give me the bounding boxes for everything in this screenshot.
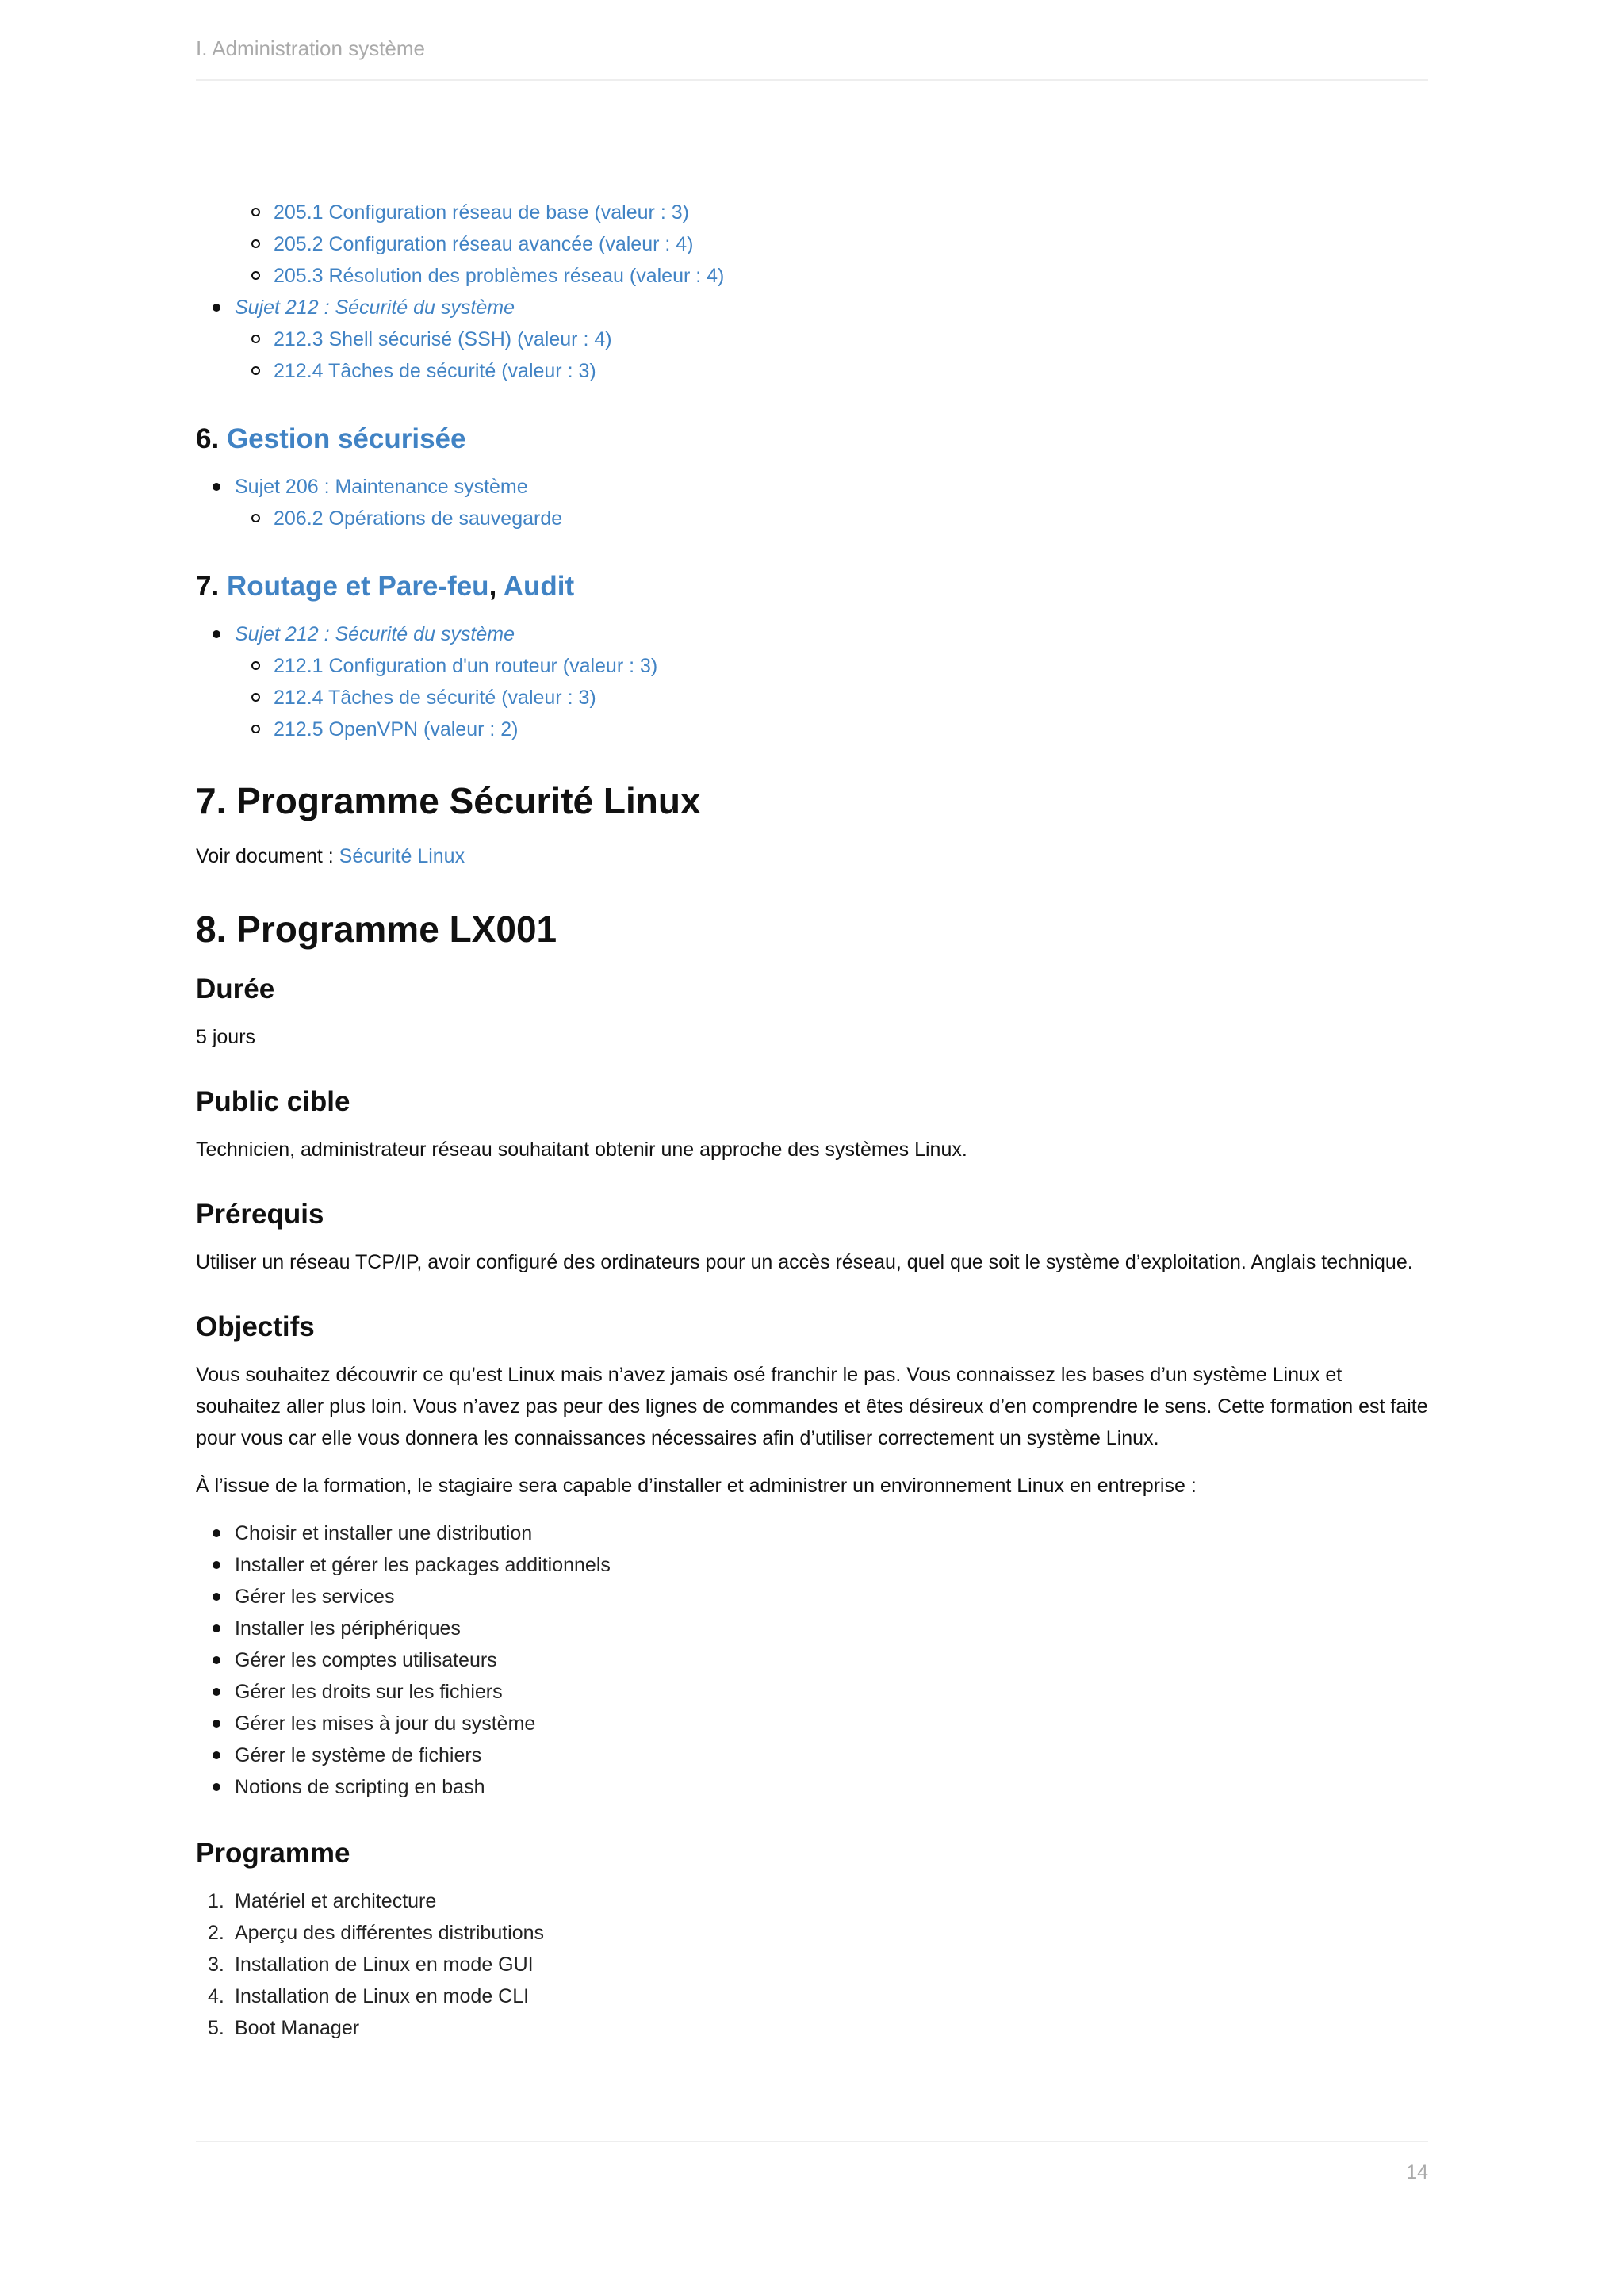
list-item	[196, 1980, 1428, 2012]
see-document-text: Voir document :	[196, 845, 339, 867]
toc-link[interactable]: 212.3 Shell sécurisé (SSH) (valeur : 4)	[274, 328, 612, 350]
section-6-list	[196, 471, 1428, 534]
item-number: 2.	[208, 1922, 224, 1944]
list-item[interactable]	[235, 714, 1428, 745]
prerequis-heading: Prérequis	[196, 1199, 324, 1230]
section-8-heading: 8. Programme LX001	[196, 909, 557, 950]
item-text: Boot Manager	[235, 2017, 360, 2039]
list-item: Gérer les droits sur les fichiers	[196, 1676, 1428, 1708]
section-number: 6.	[196, 423, 220, 454]
list-item	[196, 1949, 1428, 1980]
list-item[interactable]	[235, 197, 1428, 228]
list-item: Notions de scripting en bash	[196, 1771, 1428, 1803]
subject-list	[196, 292, 1428, 387]
page-content	[196, 197, 1428, 2044]
list-item[interactable]	[235, 503, 1428, 534]
list-item	[196, 1885, 1428, 1917]
list-item: Gérer le système de fichiers	[196, 1739, 1428, 1771]
toc-link[interactable]: 212.5 OpenVPN (valeur : 2)	[274, 718, 519, 740]
sublist	[235, 323, 1428, 387]
subject-link[interactable]: Sujet 206 : Maintenance système	[235, 476, 528, 498]
toc-link[interactable]: 205.2 Configuration réseau avancée (valeur : 4)	[274, 233, 694, 255]
list-item	[196, 1917, 1428, 1949]
toc-link[interactable]: 206.2 Opérations de sauvegarde	[274, 507, 563, 530]
objectifs-text: Vous souhaitez découvrir ce qu’est Linux mais n’avez jamais osé franchir le pas. Vous connaissez les bases d’un système Linux et souhaitez aller plus loin. Vous n’avez pas peur des lignes de commandes et êtes désireux d’en comprendre le sens. Cette formation est faite pour vous car elle vous donnera les connaissances nécessaires afin d’utiliser correctement un système Linux.	[196, 1364, 1428, 1449]
objectifs-heading: Objectifs	[196, 1311, 315, 1342]
item-text: Matériel et architecture	[235, 1890, 437, 1912]
section-6-heading	[196, 422, 1428, 457]
list-item: Gérer les mises à jour du système	[196, 1708, 1428, 1739]
section-7-heading	[196, 569, 1428, 604]
issue-text: À l’issue de la formation, le stagiaire sera capable d’installer et administrer un environnement Linux en entreprise :	[196, 1475, 1197, 1497]
list-item: Choisir et installer une distribution	[196, 1517, 1428, 1549]
section-title-link[interactable]: Audit	[503, 571, 575, 602]
item-number: 5.	[208, 2017, 224, 2039]
section-number: 7.	[196, 571, 220, 602]
subject-link[interactable]: Sujet 212 : Sécurité du système	[235, 297, 515, 319]
toc-link[interactable]: 205.3 Résolution des problèmes réseau (valeur : 4)	[274, 265, 725, 287]
header-divider	[196, 79, 1428, 81]
item-number: 3.	[208, 1954, 224, 1976]
list-item: Installer les périphériques	[196, 1613, 1428, 1644]
section-7-list	[196, 618, 1428, 745]
footer-divider	[196, 2141, 1428, 2142]
see-document-paragraph	[196, 840, 1428, 872]
list-item[interactable]	[235, 682, 1428, 714]
running-header: I. Administration système	[196, 36, 425, 60]
toc-link[interactable]: 212.4 Tâches de sécurité (valeur : 3)	[274, 360, 596, 382]
toc-link[interactable]: 205.1 Configuration réseau de base (valeur : 3)	[274, 201, 689, 224]
list-item[interactable]	[235, 355, 1428, 387]
item-text: Installation de Linux en mode CLI	[235, 1985, 530, 2007]
sublist	[235, 650, 1428, 745]
programme-heading: Programme	[196, 1838, 350, 1869]
list-item: Gérer les services	[196, 1581, 1428, 1613]
public-text: Technicien, administrateur réseau souhaitant obtenir une approche des systèmes Linux.	[196, 1138, 967, 1161]
toc-link[interactable]: 212.4 Tâches de sécurité (valeur : 3)	[274, 687, 596, 709]
section-title-link[interactable]: Routage et Pare-feu	[226, 571, 489, 602]
objectifs-list	[196, 1517, 1428, 1803]
toc-link[interactable]: 212.1 Configuration d'un routeur (valeur : 3)	[274, 655, 658, 677]
document-page	[196, 0, 1428, 2296]
section-title-link[interactable]: Gestion sécurisée	[226, 423, 466, 454]
item-number: 1.	[208, 1890, 224, 1912]
list-item[interactable]	[235, 228, 1428, 260]
list-item	[196, 2012, 1428, 2044]
public-heading: Public cible	[196, 1086, 350, 1117]
item-text: Aperçu des différentes distributions	[235, 1922, 545, 1944]
list-item[interactable]	[235, 323, 1428, 355]
securite-linux-link[interactable]: Sécurité Linux	[339, 845, 465, 867]
list-item[interactable]	[235, 260, 1428, 292]
item-number: 4.	[208, 1985, 224, 2007]
subject-link[interactable]: Sujet 212 : Sécurité du système	[235, 623, 515, 645]
list-item[interactable]	[235, 650, 1428, 682]
section-7-programme-heading: 7. Programme Sécurité Linux	[196, 780, 701, 821]
sublist	[235, 503, 1428, 534]
separator: ,	[488, 571, 497, 602]
list-item: Gérer les comptes utilisateurs	[196, 1644, 1428, 1676]
list-item[interactable]	[196, 292, 1428, 387]
duree-heading: Durée	[196, 974, 275, 1004]
prerequis-text: Utiliser un réseau TCP/IP, avoir configuré des ordinateurs pour un accès réseau, quel que soit le système d’exploitation. Anglais technique.	[196, 1251, 1413, 1273]
duree-text: 5 jours	[196, 1026, 256, 1048]
list-item[interactable]	[196, 471, 1428, 534]
item-text: Installation de Linux en mode GUI	[235, 1954, 534, 1976]
list-item[interactable]	[196, 618, 1428, 745]
list-item: Installer et gérer les packages additionnels	[196, 1549, 1428, 1581]
continued-sublist	[235, 197, 1428, 292]
programme-list	[196, 1885, 1428, 2044]
page-number: 14	[1406, 2161, 1428, 2183]
